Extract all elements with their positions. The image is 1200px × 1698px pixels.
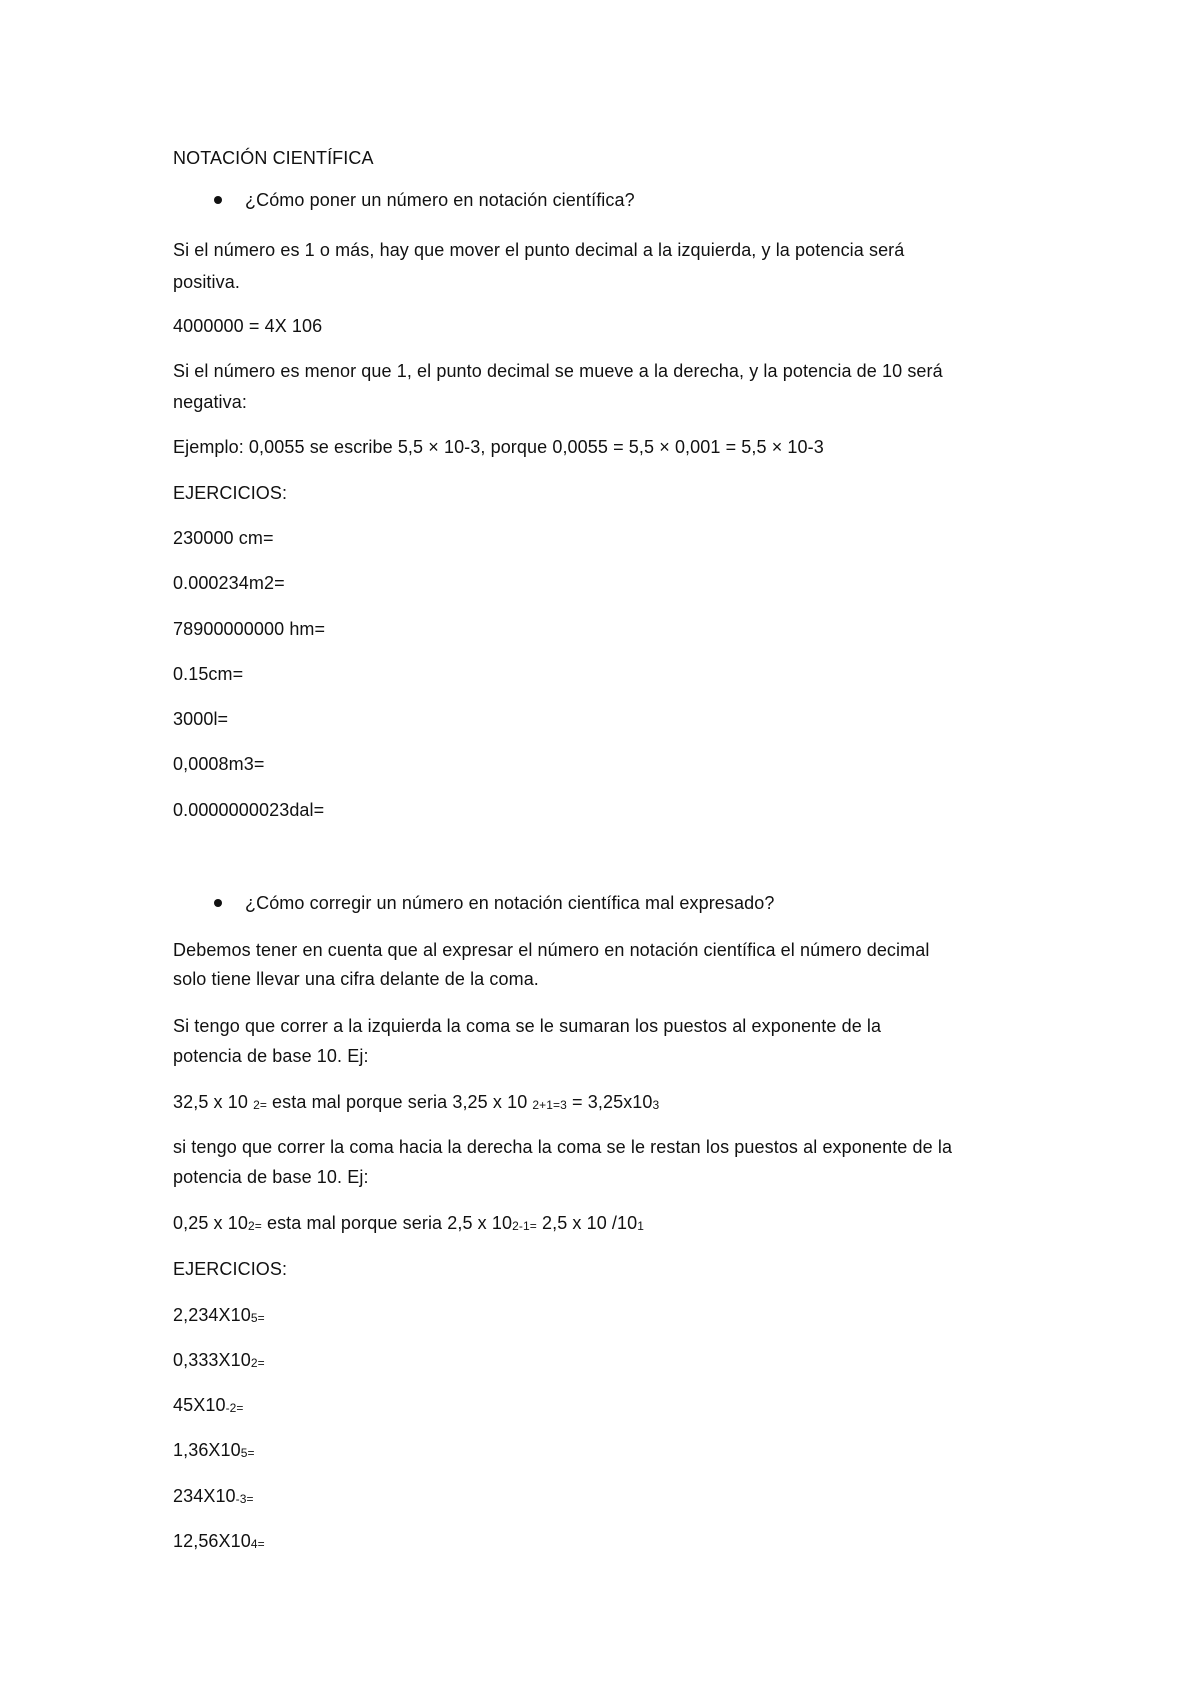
exercise-base: 45X10	[173, 1395, 226, 1415]
exponent: -3=	[235, 1492, 254, 1506]
bullet-icon	[214, 899, 222, 907]
exercise-item: 0,0008m3=	[173, 754, 265, 774]
exercise-item	[173, 1392, 244, 1418]
exponent: 4=	[250, 1537, 265, 1551]
exercise-item: 230000 cm=	[173, 528, 274, 548]
section2-exercises-label: EJERCICIOS:	[173, 1259, 288, 1279]
exercise-item	[173, 1528, 265, 1554]
section1-paragraph2-line2: negativa:	[173, 392, 247, 412]
example-text: esta mal porque seria 3,25 x 10	[266, 1092, 533, 1112]
exercise-base: 12,56X10	[173, 1531, 251, 1551]
exponent: 5=	[240, 1446, 255, 1460]
example-text: esta mal porque seria 2,5 x 10	[261, 1213, 513, 1233]
section2-paragraph3-line1: si tengo que correr la coma hacia la derecha la coma se le restan los puestos al exponente de la	[173, 1137, 953, 1157]
exponent: 3	[652, 1098, 660, 1112]
exercise-item: 78900000000 hm=	[173, 619, 326, 639]
exercise-base: 0,333X10	[173, 1350, 251, 1370]
section1-example2: Ejemplo: 0,0055 se escribe 5,5 × 10-3, porque 0,0055 = 5,5 × 0,001 = 5,5 × 10-3	[173, 437, 824, 457]
section2-example2	[173, 1210, 644, 1236]
exercise-item	[173, 1483, 254, 1509]
section1-question: ¿Cómo poner un número en notación científica?	[245, 190, 635, 210]
section2-example1	[173, 1089, 659, 1115]
exponent: 1	[637, 1219, 645, 1233]
section1-paragraph2-line1: Si el número es menor que 1, el punto decimal se mueve a la derecha, y la potencia de 10 será	[173, 361, 943, 381]
exercise-base: 234X10	[173, 1486, 236, 1506]
exponent: -2=	[225, 1401, 244, 1415]
exercise-item: 0.15cm=	[173, 664, 244, 684]
exponent: 5=	[250, 1311, 265, 1325]
example-text: 32,5 x 10	[173, 1092, 254, 1112]
section2-question: ¿Cómo corregir un número en notación científica mal expresado?	[245, 893, 775, 913]
exponent: 2=	[247, 1219, 262, 1233]
document-title: NOTACIÓN CIENTÍFICA	[173, 148, 374, 168]
example-text: 0,25 x 10	[173, 1213, 248, 1233]
section2-paragraph1-line1: Debemos tener en cuenta que al expresar el número en notación científica el número decimal	[173, 940, 930, 960]
section2-paragraph1-line2: solo tiene llevar una cifra delante de la coma.	[173, 969, 539, 989]
exponent: 2+1=3	[532, 1098, 567, 1112]
exercise-item: 0.0000000023dal=	[173, 800, 325, 820]
exponent: 2=	[250, 1356, 265, 1370]
section2-paragraph2-line1: Si tengo que correr a la izquierda la coma se le sumaran los puestos al exponente de la	[173, 1016, 882, 1036]
exponent: 2-1=	[512, 1219, 537, 1233]
section1-exercises-label: EJERCICIOS:	[173, 483, 288, 503]
example-text: = 3,25x10	[566, 1092, 653, 1112]
section1-paragraph1-line1: Si el número es 1 o más, hay que mover el punto decimal a la izquierda, y la potencia será	[173, 240, 905, 260]
exercise-base: 1,36X10	[173, 1440, 241, 1460]
exercise-item	[173, 1347, 265, 1373]
section1-example1: 4000000 = 4X 106	[173, 316, 323, 336]
bullet-icon	[214, 196, 222, 204]
exercise-item	[173, 1437, 255, 1463]
exponent: 2=	[253, 1098, 267, 1112]
section1-paragraph1-line2: positiva.	[173, 272, 240, 292]
exercise-item: 3000l=	[173, 709, 229, 729]
section2-paragraph3-line2: potencia de base 10. Ej:	[173, 1167, 369, 1187]
exercise-item: 0.000234m2=	[173, 573, 285, 593]
exercise-base: 2,234X10	[173, 1305, 251, 1325]
section2-paragraph2-line2: potencia de base 10. Ej:	[173, 1046, 369, 1066]
exercise-item	[173, 1302, 265, 1328]
example-text: 2,5 x 10 /10	[536, 1213, 638, 1233]
